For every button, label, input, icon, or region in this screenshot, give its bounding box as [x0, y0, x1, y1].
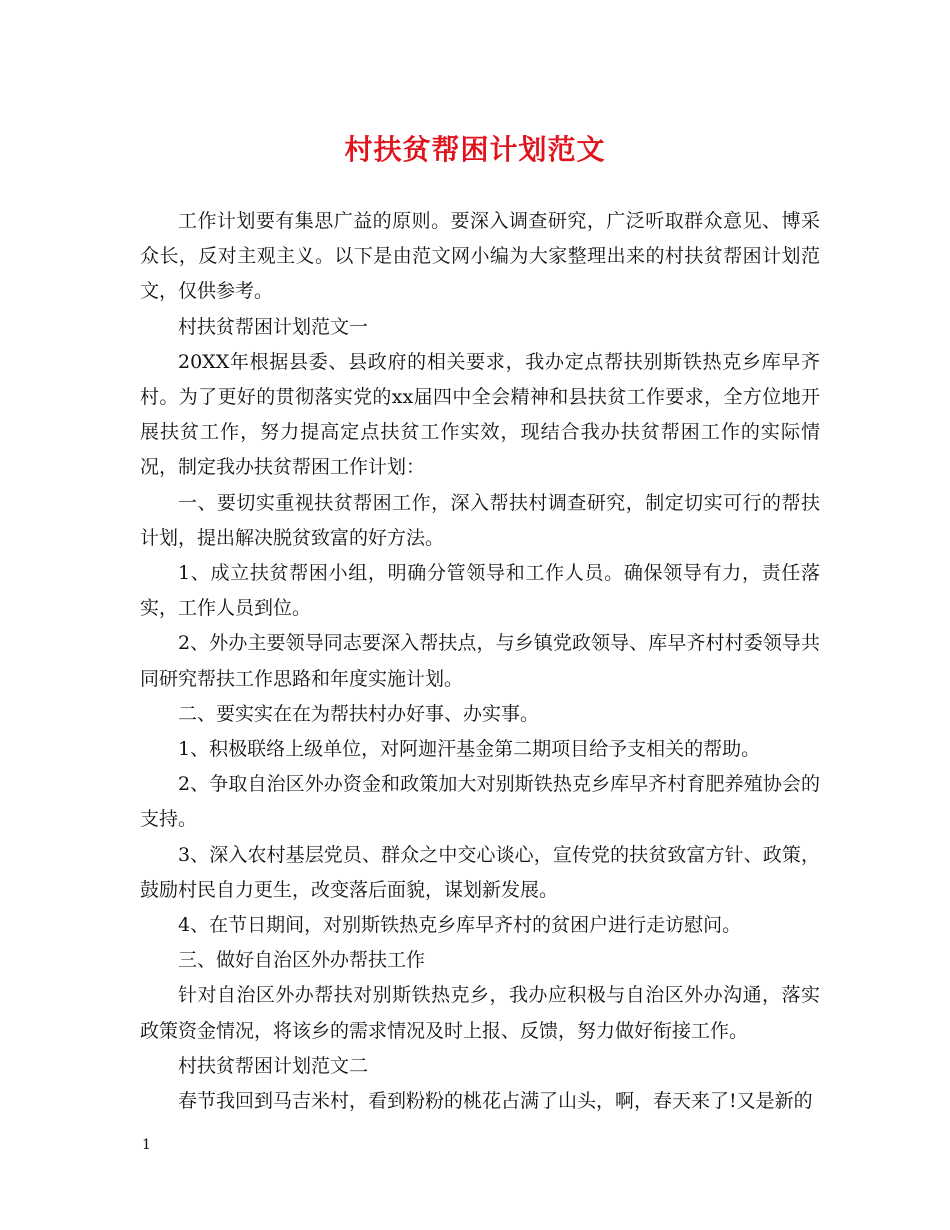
paragraph: 4、在节日期间，对别斯铁热克乡库早齐村的贫困户进行走访慰问。 — [178, 914, 742, 937]
paragraph: 针对自治区外办帮扶对别斯铁热克乡，我办应积极与自治区外办沟通，落实政策资金情况，将该乡的需求情况及时上报、反馈，努力做好衔接工作。 — [140, 984, 820, 1042]
section-heading-sample-two: 村扶贫帮困计划范文二 — [178, 1054, 369, 1077]
page-number: 1 — [142, 1137, 151, 1153]
paragraph: 春节我回到马吉米村，看到粉粉的桃花占满了山头，啊，春天来了!又是新的 — [178, 1090, 813, 1113]
paragraph-intro: 工作计划要有集思广益的原则。要深入调查研究，广泛听取群众意见、博采众长，反对主观主义。以下是由范文网小编为大家整理出来的村扶贫帮困计划范文，仅供参考。 — [140, 210, 820, 303]
paragraph: 1、积极联络上级单位，对阿迦汗基金第二期项目给予支相关的帮助。 — [178, 738, 761, 761]
document-title: 村扶贫帮困计划范文 — [344, 133, 606, 166]
paragraph: 20XX年根据县委、县政府的相关要求，我办定点帮扶别斯铁热克乡库早齐村。为了更好的贯彻落实党的xx届四中全会精神和县扶贫工作要求，全方位地开展扶贫工作，努力提高定点扶贫工作实效，现结合我办扶贫帮困工作的实际情况，制定我办扶贫帮困工作计划： — [140, 350, 820, 479]
paragraph: 一、要切实重视扶贫帮困工作，深入帮扶村调查研究，制定切实可行的帮扶计划，提出解决脱贫致富的好方法。 — [140, 491, 820, 549]
paragraph: 三、做好自治区外办帮扶工作 — [178, 949, 426, 972]
document-body — [140, 204, 820, 1119]
paragraph: 2、外办主要领导同志要深入帮扶点，与乡镇党政领导、库早齐村村委领导共同研究帮扶工作思路和年度实施计划。 — [140, 632, 820, 690]
section-heading-sample-one: 村扶贫帮困计划范文一 — [178, 315, 369, 338]
paragraph: 1、成立扶贫帮困小组，明确分管领导和工作人员。确保领导有力，责任落实，工作人员到位。 — [140, 562, 820, 620]
paragraph: 二、要实实在在为帮扶村办好事、办实事。 — [178, 702, 540, 725]
paragraph: 3、深入农村基层党员、群众之中交心谈心，宣传党的扶贫致富方针、政策，鼓励村民自力更生，改变落后面貌，谋划新发展。 — [140, 843, 820, 901]
paragraph: 2、争取自治区外办资金和政策加大对别斯铁热克乡库早齐村育肥养殖协会的支持。 — [140, 773, 820, 831]
